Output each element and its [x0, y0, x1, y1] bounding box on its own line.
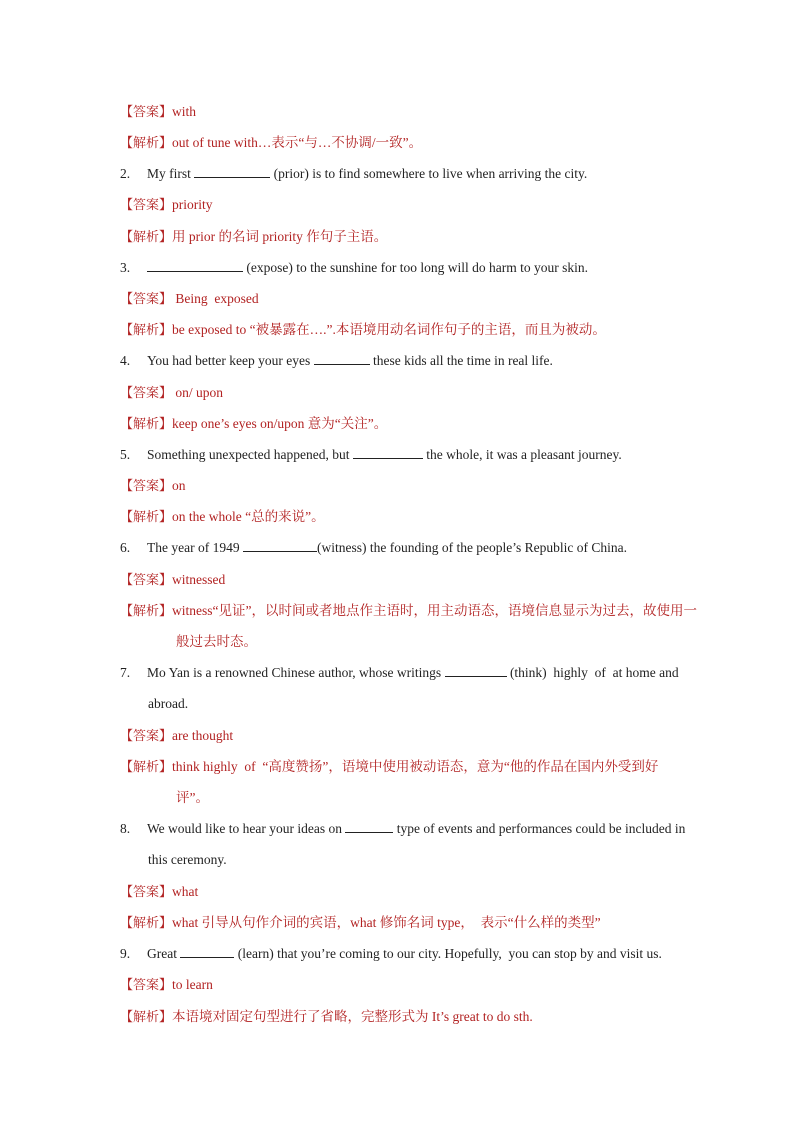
analysis-line-1	[120, 133, 724, 154]
question-number: 7.	[120, 665, 131, 680]
question-number: 3.	[120, 260, 131, 275]
answer-line-9	[120, 975, 724, 996]
answer-blank	[147, 259, 243, 272]
answer-line-8	[120, 882, 724, 903]
question-text-pre: The year of 1949	[147, 540, 240, 555]
analysis-text-continued: 评”。	[176, 790, 209, 805]
answer-blank	[243, 539, 317, 552]
question-text-post: type of events and performances could be included in	[396, 821, 686, 836]
analysis-line-3	[120, 320, 724, 341]
answer-blank	[180, 945, 234, 958]
analysis-label: 【解析】	[120, 230, 173, 245]
answer-text: with	[172, 104, 197, 119]
question-text-pre: Something unexpected happened, but	[147, 447, 350, 462]
answer-text: witnessed	[172, 572, 226, 587]
question-text-post: (think) highly of at home and	[509, 665, 679, 680]
answer-line-1	[120, 102, 724, 123]
answer-label: 【答案】	[120, 292, 173, 307]
question-7	[120, 663, 724, 683]
analysis-text-continued: 般过去时态。	[176, 634, 257, 649]
analysis-label: 【解析】	[120, 323, 173, 338]
question-text-pre: We would like to hear your ideas on	[147, 821, 342, 836]
analysis-line-6-cont	[176, 632, 724, 652]
answer-label: 【答案】	[120, 885, 173, 900]
analysis-line-8	[120, 913, 724, 934]
question-2	[120, 164, 724, 184]
analysis-text: on the whole “总的来说”。	[172, 509, 325, 524]
question-text-continued: abroad.	[148, 696, 189, 711]
answer-line-3	[120, 289, 724, 310]
analysis-label: 【解析】	[120, 136, 173, 151]
answer-line-5	[120, 476, 724, 497]
answer-text: Being exposed	[172, 291, 259, 306]
answer-text: on/ upon	[172, 385, 224, 400]
answer-blank	[194, 165, 270, 178]
analysis-text: what 引导从句作介词的宾语，what 修饰名词 type， 表示“什么样的类型”	[172, 915, 601, 930]
question-number: 6.	[120, 540, 131, 555]
question-text-pre: You had better keep your eyes	[147, 353, 311, 368]
analysis-label: 【解析】	[120, 1010, 173, 1025]
analysis-line-7	[120, 757, 724, 778]
question-4	[120, 351, 724, 371]
question-8	[120, 819, 724, 839]
question-8-cont	[148, 850, 724, 870]
analysis-text: out of tune with…表示“与…不协调/一致”。	[172, 135, 423, 150]
analysis-text: 用 prior 的名词 priority 作句子主语。	[172, 229, 388, 244]
question-number: 8.	[120, 821, 131, 836]
answer-blank	[353, 446, 423, 459]
question-9	[120, 944, 724, 964]
answer-label: 【答案】	[120, 729, 173, 744]
question-text-continued: this ceremony.	[148, 852, 227, 867]
question-number: 5.	[120, 447, 131, 462]
answer-line-7	[120, 726, 724, 747]
answer-label: 【答案】	[120, 573, 173, 588]
answer-line-2	[120, 195, 724, 216]
analysis-text: witness“见证”，以时间或者地点作主语时，用主动语态，语境信息显示为过去，故使用一	[172, 603, 697, 618]
analysis-text: 本语境对固定句型进行了省略，完整形式为 It’s great to do sth.	[172, 1009, 533, 1024]
analysis-line-7-cont	[176, 788, 724, 808]
question-text-post: (expose) to the sunshine for too long will do harm to your skin.	[246, 260, 588, 275]
answer-blank	[345, 820, 393, 833]
analysis-label: 【解析】	[120, 417, 173, 432]
answer-label: 【答案】	[120, 198, 173, 213]
answer-label: 【答案】	[120, 105, 173, 120]
question-6	[120, 538, 724, 558]
analysis-label: 【解析】	[120, 760, 173, 775]
answer-blank	[314, 352, 370, 365]
analysis-label: 【解析】	[120, 916, 173, 931]
analysis-label: 【解析】	[120, 510, 173, 525]
answer-text: what	[172, 884, 199, 899]
analysis-text: be exposed to “被暴露在….”.本语境用动名词作句子的主语，而且为被动。	[172, 322, 606, 337]
analysis-text: keep one’s eyes on/upon 意为“关注”。	[172, 416, 388, 431]
question-text-post: these kids all the time in real life.	[372, 353, 553, 368]
answer-text: priority	[172, 197, 213, 212]
question-text-post: (learn) that you’re coming to our city. Hopefully, you can stop by and visit us.	[237, 946, 662, 961]
analysis-text: think highly of “高度赞扬”，语境中使用被动语态，意为“他的作品在国内外受到好	[172, 759, 659, 774]
question-5	[120, 445, 724, 465]
answer-label: 【答案】	[120, 479, 173, 494]
analysis-label: 【解析】	[120, 604, 173, 619]
analysis-line-2	[120, 227, 724, 248]
question-text-post: (prior) is to find somewhere to live when arriving the city.	[273, 166, 588, 181]
analysis-line-5	[120, 507, 724, 528]
question-number: 9.	[120, 946, 131, 961]
answer-line-4	[120, 383, 724, 404]
question-number: 4.	[120, 353, 131, 368]
analysis-line-9	[120, 1007, 724, 1028]
question-3	[120, 258, 724, 278]
question-text-pre: My first	[147, 166, 191, 181]
analysis-line-4	[120, 414, 724, 435]
answer-label: 【答案】	[120, 386, 173, 401]
question-text-post: the whole, it was a pleasant journey.	[426, 447, 622, 462]
answer-label: 【答案】	[120, 978, 173, 993]
question-text-post: (witness) the founding of the people’s Republic of China.	[316, 540, 628, 555]
analysis-line-6	[120, 601, 724, 622]
answer-text: on	[172, 478, 186, 493]
question-text-pre: Great	[147, 946, 177, 961]
answer-blank	[445, 664, 507, 677]
question-number: 2.	[120, 166, 131, 181]
answer-text: are thought	[172, 728, 234, 743]
question-text-pre: Mo Yan is a renowned Chinese author, whose writings	[147, 665, 442, 680]
question-7-cont	[148, 694, 724, 714]
answer-text: to learn	[172, 977, 213, 992]
answer-line-6	[120, 570, 724, 591]
